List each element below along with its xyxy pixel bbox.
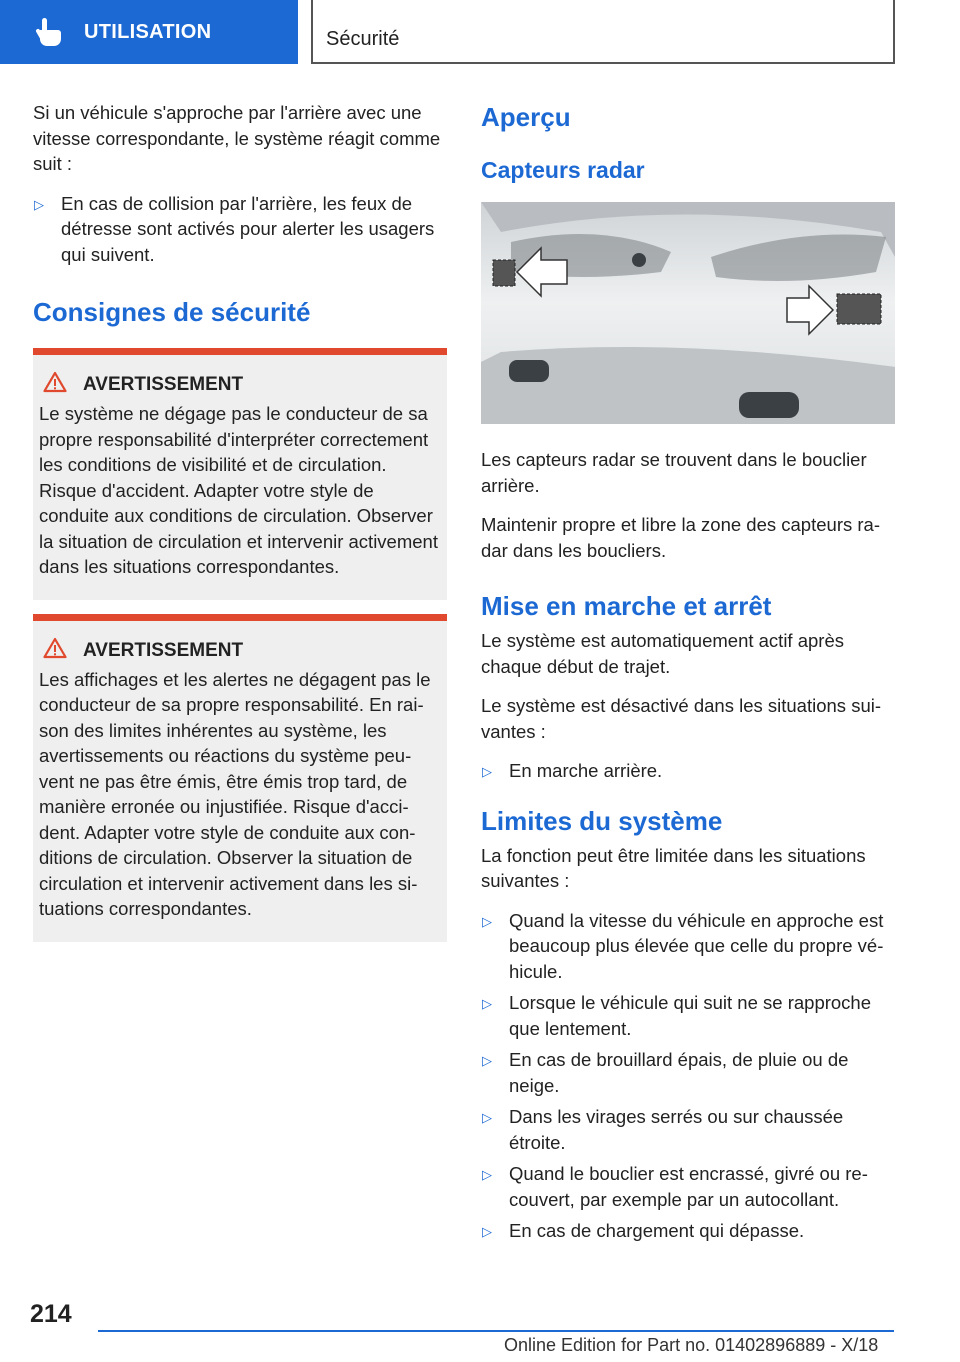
warning-title: AVERTISSEMENT <box>83 374 244 395</box>
bullet-triangle-icon: ▷ <box>482 1167 492 1182</box>
warning-box <box>33 614 447 942</box>
onoff-heading: Mise en marche et arrêt <box>481 591 772 621</box>
edition-note: Online Edition for Part no. 01402896889 - X/18 <box>504 1335 879 1355</box>
bullet-triangle-icon: ▷ <box>34 196 44 212</box>
reaction-list <box>33 191 447 268</box>
warning-header <box>43 637 439 665</box>
radar-sensor-right <box>837 294 881 324</box>
onoff-paragraph: Le système est automatiquement actif après chaque début de trajet. <box>481 630 844 677</box>
bullet-triangle-icon: ▷ <box>482 996 492 1011</box>
left-column <box>33 100 447 956</box>
list-item-text: Lorsque le véhicule qui suit ne se rapproche que lentement. <box>509 992 872 1039</box>
list-item-text: En cas de chargement qui dépasse. <box>509 1220 805 1241</box>
overview-heading: Aperçu <box>481 102 571 132</box>
list-item-text: Dans les virages serrés ou sur chaussée étroite. <box>509 1106 844 1153</box>
list-item <box>481 990 895 1041</box>
onoff-paragraph: Le système est désactivé dans les situations suivantes : <box>481 695 882 742</box>
radar-paragraph: Maintenir propre et libre la zone des capteurs radar dans les boucliers. <box>481 514 880 561</box>
safety-heading: Consignes de sécurité <box>33 297 311 327</box>
list-item <box>481 1161 895 1212</box>
header-divider-right <box>893 0 895 64</box>
limits-list <box>481 908 895 1244</box>
list-item-text: En cas de collision par l'arrière, les feux de détresse sont activés pour alerter les usagers qui suivent. <box>61 192 435 265</box>
list-item-text: En cas de brouillard épais, de pluie ou de neige. <box>509 1049 849 1096</box>
bullet-triangle-icon: ▷ <box>482 1053 492 1068</box>
pointing-hand-icon <box>30 12 70 52</box>
warning-title: AVERTISSEMENT <box>83 639 244 661</box>
radar-heading: Capteurs radar <box>481 157 645 183</box>
radar-paragraph: Les capteurs radar se trouvent dans le bouclier arrière. <box>481 449 867 496</box>
list-item <box>481 1104 895 1155</box>
onoff-list <box>481 758 895 784</box>
bullet-triangle-icon: ▷ <box>482 1224 492 1239</box>
warning-box <box>33 348 447 600</box>
exhaust-left <box>509 360 549 382</box>
warning-triangle-icon <box>43 637 67 665</box>
right-column <box>481 100 895 1252</box>
footer-divider <box>98 1330 894 1332</box>
page-number: 214 <box>30 1300 72 1328</box>
header-divider-left <box>311 0 313 64</box>
intro-paragraph: Si un véhicule s'approche par l'arrière avec une vitesse correspondante, le système réagit comme suit : <box>33 102 441 174</box>
bullet-triangle-icon: ▷ <box>482 913 492 929</box>
warning-text: Le système ne dégage pas le conducteur de sa propre responsabilité d'interpréter correctement les conditions de visibilité et de circulation. Risque d'accident. Adapter votre style de conduite aux conditions de circulation. Observer la situation de circulation et intervenir activement dans les situations correspondantes. <box>39 403 438 577</box>
warning-triangle-icon <box>43 371 67 399</box>
list-item-text: En marche arrière. <box>509 760 663 781</box>
list-item <box>481 1218 895 1244</box>
bullet-triangle-icon: ▷ <box>482 764 492 779</box>
warning-header <box>43 371 439 399</box>
section-title: Sécurité <box>326 28 400 50</box>
warning-text: Les affichages et les alertes ne dégagent pas le conducteur de sa propre responsabilité. En raison des limites inhérentes au système, les avertissements ou réactions du système peuvent ne pas être émis, être émis trop tard, de manière erronée ou injustifiée. Risque d'accident. Adapter votre style de conduite aux conditions de circulation. Observer la situation de circulation et intervenir activement dans les situations correspondantes. <box>39 668 431 919</box>
list-item <box>481 758 895 784</box>
limits-paragraph: La fonction peut être limitée dans les situations suivantes : <box>481 844 866 891</box>
exhaust-right <box>739 392 799 418</box>
list-item <box>481 908 895 985</box>
list-item-text: Quand la vitesse du véhicule en approche est beaucoup plus élevée que celle du propre véhicule. <box>509 909 884 982</box>
list-item <box>481 1047 895 1098</box>
brand-logo <box>632 253 646 267</box>
list-item <box>33 191 447 268</box>
chapter-tab[interactable] <box>0 0 298 64</box>
list-item-text: Quand le bouclier est encrassé, givré ou recouvert, par exemple par un autocollant. <box>509 1163 868 1210</box>
bullet-triangle-icon: ▷ <box>482 1110 492 1125</box>
chapter-label: UTILISATION <box>84 20 212 43</box>
radar-sensor-illustration <box>481 202 895 424</box>
header-divider-bottom <box>311 62 895 64</box>
radar-sensor-left <box>493 260 515 286</box>
limits-heading: Limites du système <box>481 805 723 836</box>
